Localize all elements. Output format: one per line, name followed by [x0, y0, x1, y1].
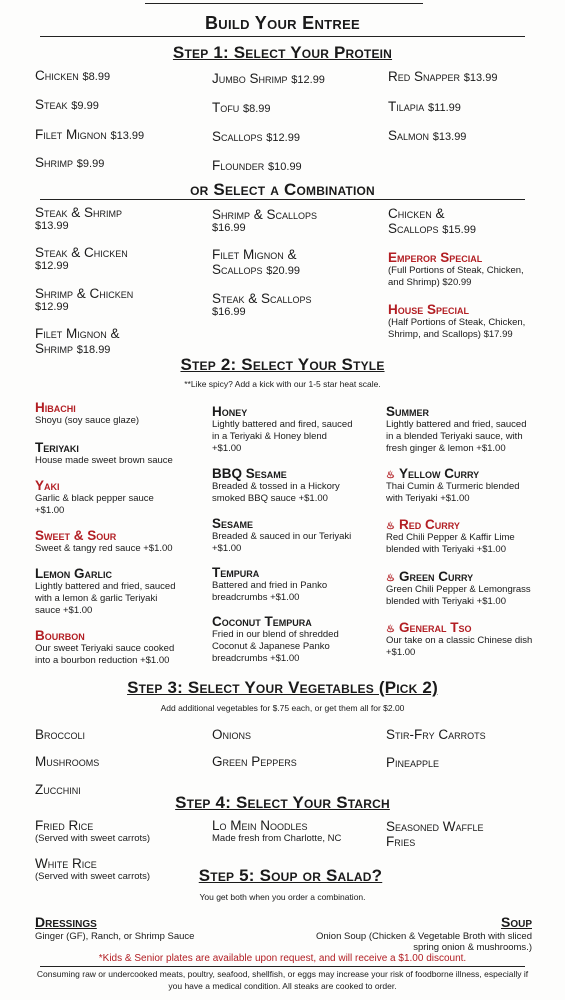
emperor-name: Emperor Special — [388, 250, 483, 265]
combo-name: Steak & Shrimp — [35, 205, 123, 220]
style-desc: Lightly battered and fried, sauced — [35, 581, 176, 592]
protein-price: $13.99 — [432, 131, 467, 143]
protein-flounder — [212, 158, 302, 173]
protein-name: Filet Mignon — [35, 127, 107, 142]
combo-name: Steak & Chicken — [35, 245, 128, 260]
house-price: $17.99 — [483, 329, 513, 340]
style-desc: Our take on a classic Chinese dish — [386, 635, 533, 646]
protein-price: $13.99 — [463, 72, 498, 84]
style-desc: +$1.00 — [386, 647, 416, 658]
style-desc: Battered and fried in Panko — [212, 580, 328, 591]
combo-name: Steak & Scallops — [212, 291, 312, 306]
style-desc: House made sweet brown sauce — [35, 455, 173, 466]
soup-title: Soup — [500, 914, 532, 930]
house-name: House Special — [388, 302, 470, 317]
style-desc: Lightly battered and fried, sauced — [386, 419, 527, 430]
protein-name: Flounder — [212, 158, 265, 173]
protein-tilapia — [388, 99, 461, 114]
style-desc: Red Chili Pepper & Kaffir Lime — [386, 532, 515, 543]
footer-rule — [40, 966, 525, 967]
style-desc: Breaded & tossed in a Hickory — [212, 481, 340, 492]
combo-steak-chicken — [35, 245, 128, 272]
protein-tofu — [212, 100, 271, 115]
style-sesame — [212, 516, 351, 555]
combo-name-line2: Scallops — [388, 221, 439, 236]
starch-name: Fried Rice — [35, 818, 94, 833]
starch-waffle-fries — [386, 819, 484, 849]
food-warning-1: Consuming raw or undercooked meats, poultry, seafood, shellfish, or eggs may increase your risk of foodborne illness, especially if — [36, 969, 529, 979]
style-sweet-sour — [35, 528, 173, 555]
starch-desc: (Served with sweet carrots) — [35, 833, 151, 844]
combo-name-line2: Scallops — [212, 262, 263, 277]
combo-filet-scallops — [212, 247, 300, 277]
food-warning-2: you have a medical condition. All steaks are cooked to order. — [168, 981, 397, 991]
protein-name: Tofu — [212, 100, 240, 115]
step3-heading: Step 3: Select Your Vegetables (Pick 2) — [127, 678, 438, 697]
style-teriyaki — [35, 440, 173, 467]
style-lemon-garlic — [35, 566, 175, 617]
style-desc: Coconut & Japanese Panko — [212, 641, 330, 652]
starch-lo-mein — [212, 818, 341, 845]
combo-heading: or Select a Combination — [190, 180, 375, 199]
dressings-title: Dressings — [35, 914, 97, 930]
starch-name-line2: Fries — [386, 834, 416, 849]
style-yellow-curry — [386, 466, 520, 505]
protein-name: Red Snapper — [388, 69, 461, 84]
style-desc: +$1.00 — [212, 543, 242, 554]
protein-steak — [35, 97, 99, 112]
style-desc: Our sweet Teriyaki sauce cooked — [35, 643, 175, 654]
combo-price: $16.99 — [212, 306, 246, 318]
style-name: Teriyaki — [35, 440, 79, 455]
style-desc: sauce +$1.00 — [35, 605, 93, 616]
protein-name: Jumbo Shrimp — [212, 71, 288, 86]
veg-stir-fry-carrots: Stir-Fry Carrots — [386, 727, 486, 742]
style-desc: Sweet & tangy red sauce +$1.00 — [35, 543, 173, 554]
starch-name: Lo Mein Noodles — [212, 818, 308, 833]
protein-name: Shrimp — [35, 155, 74, 170]
combo-price: $18.99 — [76, 344, 111, 356]
style-desc: with Teriyaki +$1.00 — [386, 493, 470, 504]
protein-name: Scallops — [212, 129, 263, 144]
style-desc: breadcrumbs +$1.00 — [212, 592, 300, 603]
style-desc: fresh ginger & lemon +$1.00 — [386, 443, 506, 454]
step5-heading: Step 5: Soup or Salad? — [198, 866, 383, 885]
starch-name: White Rice — [35, 856, 97, 871]
emperor-desc-1: (Full Portions of Steak, Chicken, — [388, 265, 524, 276]
veg-note: Add additional vegetables for $.75 each, or get them all for $2.00 — [160, 703, 405, 713]
combo-price: $12.99 — [35, 301, 69, 313]
protein-name: Chicken — [35, 68, 79, 83]
kids-senior-note: *Kids & Senior plates are available upon request, and will receive a $1.00 discount. — [98, 953, 467, 964]
style-name: Tempura — [212, 565, 260, 580]
style-desc: +$1.00 — [212, 443, 242, 454]
soup-desc-1: Onion Soup (Chicken & Vegetable Broth with sliced — [316, 931, 532, 942]
veg-green-peppers: Green Peppers — [212, 754, 297, 769]
style-name: Red Curry — [398, 517, 460, 532]
style-desc: blended with Teriyaki +$1.00 — [386, 596, 506, 607]
style-name: Sesame — [212, 516, 254, 531]
veg-mushrooms: Mushrooms — [35, 754, 100, 769]
style-desc: breadcrumbs +$1.00 — [212, 653, 300, 664]
combo-filet-shrimp — [35, 326, 120, 356]
protein-salmon — [388, 128, 466, 143]
combo-shrimp-scallops — [212, 207, 317, 234]
protein-shrimp — [35, 155, 104, 170]
style-yaki — [35, 478, 154, 517]
protein-name: Steak — [35, 97, 68, 112]
spicy-note: **Like spicy? Add a kick with our 1-5 star heat scale. — [184, 379, 381, 389]
style-desc: Fried in our blend of shredded — [212, 629, 339, 640]
protein-price: $9.99 — [76, 158, 105, 170]
step4-heading: Step 4: Select Your Starch — [175, 793, 390, 812]
style-bbq-sesame — [212, 466, 340, 505]
protein-filet — [35, 127, 144, 142]
protein-price: $8.99 — [243, 103, 271, 115]
style-desc: into a bourbon reduction +$1.00 — [35, 655, 170, 666]
veg-zucchini: Zucchini — [35, 782, 81, 797]
style-desc: smoked BBQ sauce +$1.00 — [212, 493, 328, 504]
style-name: Hibachi — [35, 400, 76, 415]
combo-price: $13.99 — [35, 220, 69, 232]
style-name: Bourbon — [35, 628, 85, 643]
flame-icon: ♨ — [386, 573, 395, 584]
combo-name-line2: Shrimp — [35, 341, 74, 356]
protein-red-snapper — [388, 69, 497, 84]
combo-name: Shrimp & Scallops — [212, 207, 318, 222]
combo-price: $15.99 — [442, 224, 476, 236]
protein-jumbo-shrimp — [212, 71, 325, 86]
style-name: General Tso — [398, 620, 472, 635]
style-hibachi — [35, 400, 139, 427]
style-desc: Breaded & sauced in our Teriyaki — [212, 531, 352, 542]
protein-price: $12.99 — [291, 74, 325, 86]
style-coconut-tempura — [212, 614, 339, 665]
flame-icon: ♨ — [386, 470, 395, 481]
combo-price: $12.99 — [35, 260, 69, 272]
soup-salad-note: You get both when you order a combination. — [199, 892, 366, 902]
combo-name-line1: Filet Mignon & — [212, 247, 297, 262]
style-desc: with a lemon & garlic Teriyaki — [35, 593, 158, 604]
combo-emperor-special — [388, 250, 524, 289]
style-name: Honey — [212, 404, 248, 419]
style-green-curry — [386, 569, 531, 608]
combo-name-line1: Chicken & — [388, 206, 445, 221]
style-desc: Thai Cumin & Turmeric blended — [386, 481, 520, 492]
protein-price: $13.99 — [110, 130, 145, 142]
dressings-list: Ginger (GF), Ranch, or Shrimp Sauce — [35, 931, 195, 942]
style-name: Coconut Tempura — [212, 614, 312, 629]
title-rule — [40, 36, 525, 37]
veg-pineapple: Pineapple — [386, 755, 440, 770]
protein-price: $10.99 — [268, 161, 302, 173]
flame-icon: ♨ — [386, 624, 395, 635]
style-summer — [386, 404, 526, 455]
style-tempura — [212, 565, 327, 604]
protein-name: Tilapia — [388, 99, 425, 114]
style-general-tso — [386, 620, 532, 659]
style-desc: in a blended Teriyaki sauce, with — [386, 431, 523, 442]
combo-name-line1: Filet Mignon & — [35, 326, 120, 341]
style-name: Yaki — [35, 478, 60, 493]
combo-house-special — [388, 302, 525, 341]
style-red-curry — [386, 517, 515, 556]
house-desc-2: Shrimp, and Scallops) — [388, 329, 481, 340]
starch-name-line1: Seasoned Waffle — [386, 819, 484, 834]
style-bourbon — [35, 628, 174, 667]
flame-icon: ♨ — [386, 521, 395, 532]
style-name: Yellow Curry — [398, 466, 480, 481]
veg-broccoli: Broccoli — [35, 727, 86, 742]
veg-onions: Onions — [212, 727, 252, 742]
style-desc: Green Chili Pepper & Lemongrass — [386, 584, 531, 595]
protein-price: $9.99 — [71, 100, 99, 112]
house-desc-1: (Half Portions of Steak, Chicken, — [388, 317, 526, 328]
starch-desc: Made fresh from Charlotte, NC — [212, 833, 342, 844]
protein-name: Salmon — [388, 128, 430, 143]
style-name: BBQ Sesame — [212, 466, 287, 481]
protein-price: $8.99 — [82, 71, 111, 83]
emperor-price: $20.99 — [442, 277, 472, 288]
combo-steak-shrimp — [35, 205, 122, 232]
combo-price: $16.99 — [212, 222, 246, 234]
step2-heading: Step 2: Select Your Style — [180, 355, 385, 374]
style-desc: Garlic & black pepper sauce — [35, 493, 154, 504]
protein-price: $12.99 — [266, 132, 300, 144]
style-name: Lemon Garlic — [35, 566, 112, 581]
style-desc: in a Teriyaki & Honey blend — [212, 431, 327, 442]
combo-shrimp-chicken — [35, 286, 133, 313]
top-rule — [145, 3, 423, 4]
combo-price: $20.99 — [266, 265, 300, 277]
style-desc: +$1.00 — [35, 505, 65, 516]
emperor-desc-2: and Shrimp) — [388, 277, 440, 288]
style-desc: blended with Teriyaki +$1.00 — [386, 544, 506, 555]
style-desc: Lightly battered and fired, sauced — [212, 419, 353, 430]
style-honey — [212, 404, 352, 455]
protein-scallops — [212, 129, 300, 144]
protein-chicken — [35, 68, 110, 83]
soup-desc-2: spring onion & mushrooms.) — [413, 942, 532, 953]
style-desc: Shoyu (soy sauce glaze) — [35, 415, 140, 426]
combo-rule — [40, 199, 525, 200]
starch-desc: (Served with sweet carrots) — [35, 871, 151, 882]
protein-price: $11.99 — [428, 102, 461, 114]
style-name: Summer — [386, 404, 430, 419]
starch-fried-rice — [35, 818, 150, 845]
page-title: Build Your Entree — [204, 13, 361, 33]
combo-name: Shrimp & Chicken — [35, 286, 134, 301]
style-name: Green Curry — [398, 569, 474, 584]
step1-heading: Step 1: Select Your Protein — [172, 43, 393, 62]
style-name: Sweet & Sour — [35, 528, 117, 543]
combo-chicken-scallops — [388, 206, 476, 236]
combo-steak-scallops — [212, 291, 312, 318]
